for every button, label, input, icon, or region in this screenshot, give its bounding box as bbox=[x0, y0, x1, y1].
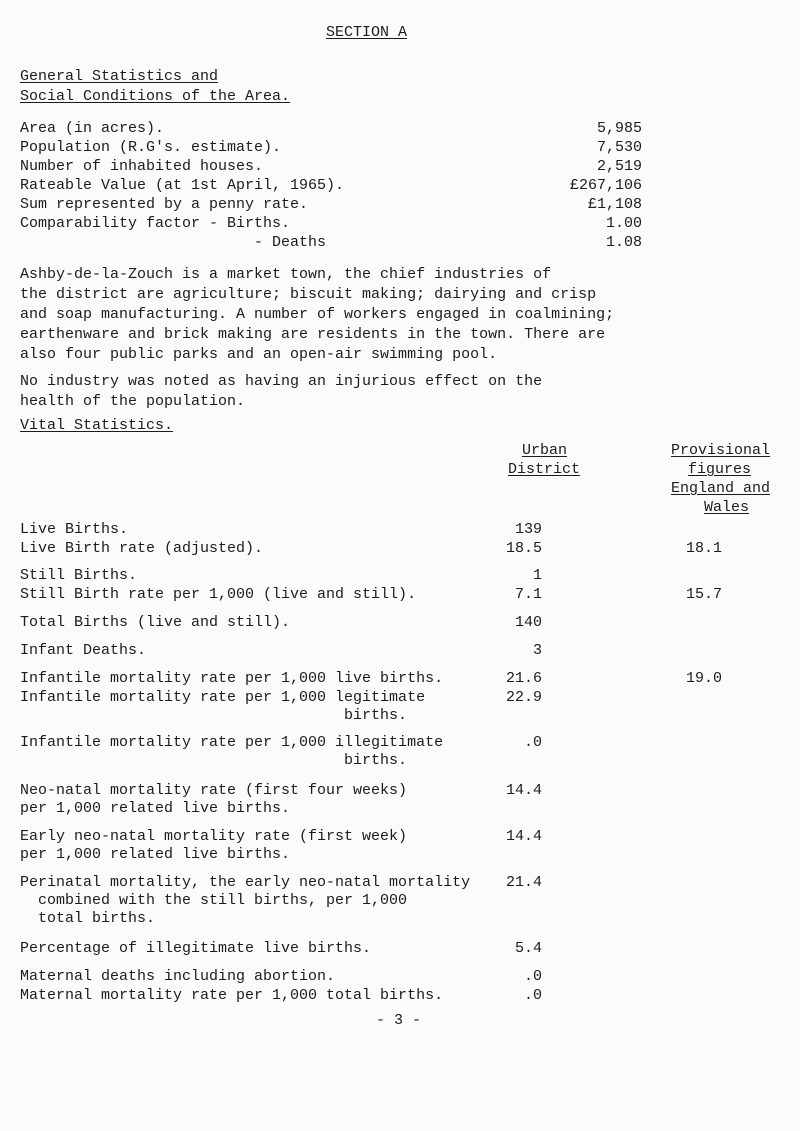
industry-paragraph: No industry was noted as having an injurious effect on the health of the population. bbox=[20, 373, 543, 410]
column-header-wales: Wales bbox=[704, 499, 750, 516]
column-header-urban: Urban bbox=[522, 442, 568, 459]
stat-value-area: 5,985 bbox=[596, 120, 642, 137]
table-row-urban: 14.4 bbox=[505, 828, 542, 845]
column-header-england-wales: England and bbox=[671, 480, 771, 497]
table-row-label: Live Births. bbox=[20, 521, 129, 538]
table-row-urban: 14.4 bbox=[505, 782, 542, 799]
vital-statistics-heading: Vital Statistics. bbox=[20, 417, 174, 434]
title-line-1: General Statistics and bbox=[20, 68, 219, 85]
table-row-provisional: 15.7 bbox=[685, 586, 722, 603]
table-row-provisional: 19.0 bbox=[685, 670, 722, 687]
table-row-urban: .0 bbox=[523, 987, 542, 1004]
stat-value-comparability-births: 1.00 bbox=[605, 215, 642, 232]
stat-label-houses: Number of inhabited houses. bbox=[20, 158, 264, 175]
table-row-label: Infantile mortality rate per 1,000 illegitimate births. bbox=[20, 734, 444, 769]
table-row-urban: .0 bbox=[523, 968, 542, 985]
stat-label-comparability-births: Comparability factor - Births. bbox=[20, 215, 291, 232]
table-row-label: Neo-natal mortality rate (first four weeks) per 1,000 related live births. bbox=[20, 782, 408, 817]
page-number: - 3 - bbox=[376, 1012, 422, 1029]
column-header-figures: figures bbox=[688, 461, 752, 478]
table-row-label: Infant Deaths. bbox=[20, 642, 147, 659]
table-row-urban: 5.4 bbox=[514, 940, 542, 957]
table-row-label: Infantile mortality rate per 1,000 live births. bbox=[20, 670, 444, 687]
table-row-label: Percentage of illegitimate live births. bbox=[20, 940, 372, 957]
table-row-urban: 140 bbox=[514, 614, 542, 631]
stat-value-rateable-value: £267,106 bbox=[569, 177, 642, 194]
column-header-district: District bbox=[508, 461, 581, 478]
table-row-label: Maternal deaths including abortion. bbox=[20, 968, 336, 985]
stat-label-penny-rate: Sum represented by a penny rate. bbox=[20, 196, 309, 213]
section-heading: SECTION A bbox=[326, 24, 408, 41]
table-row-label: Perinatal mortality, the early neo-natal mortality combined with the still births, per 1,000 total births. bbox=[20, 874, 471, 927]
table-row-urban: .0 bbox=[523, 734, 542, 751]
table-row-label: Maternal mortality rate per 1,000 total births. bbox=[20, 987, 444, 1004]
stat-value-houses: 2,519 bbox=[596, 158, 642, 175]
table-row-label: Live Birth rate (adjusted). bbox=[20, 540, 264, 557]
stat-label-population: Population (R.G's. estimate). bbox=[20, 139, 282, 156]
description-paragraph: Ashby-de-la-Zouch is a market town, the chief industries of the district are agriculture; biscuit making; dairying and crisp and soap manufacturing. A number of workers engaged in coalmining; earthenware and brick making are residents in the town. There are also four public parks and an open-air swimming pool. bbox=[20, 266, 615, 363]
stat-value-comparability-deaths: 1.08 bbox=[605, 234, 642, 251]
table-row-urban: 21.4 bbox=[505, 874, 542, 891]
table-row-urban: 18.5 bbox=[505, 540, 542, 557]
table-row-label: Still Births. bbox=[20, 567, 138, 584]
table-row-label: Infantile mortality rate per 1,000 legitimate births. bbox=[20, 689, 426, 724]
table-row-label: Still Birth rate per 1,000 (live and still). bbox=[20, 586, 417, 603]
table-row-provisional: 18.1 bbox=[685, 540, 722, 557]
table-row-urban: 22.9 bbox=[505, 689, 542, 706]
table-row-urban: 21.6 bbox=[505, 670, 542, 687]
stat-label-comparability-deaths: - Deaths bbox=[254, 234, 327, 251]
title-line-2: Social Conditions of the Area. bbox=[20, 88, 291, 105]
column-header-provisional: Provisional bbox=[671, 442, 771, 459]
table-row-urban: 1 bbox=[532, 567, 542, 584]
table-row-urban: 3 bbox=[532, 642, 542, 659]
table-row-urban: 139 bbox=[514, 521, 542, 538]
stat-value-population: 7,530 bbox=[596, 139, 642, 156]
table-row-label: Early neo-natal mortality rate (first week) per 1,000 related live births. bbox=[20, 828, 408, 863]
stat-label-area: Area (in acres). bbox=[20, 120, 165, 137]
table-row-urban: 7.1 bbox=[514, 586, 542, 603]
stat-value-penny-rate: £1,108 bbox=[587, 196, 642, 213]
table-row-label: Total Births (live and still). bbox=[20, 614, 291, 631]
stat-label-rateable-value: Rateable Value (at 1st April, 1965). bbox=[20, 177, 345, 194]
